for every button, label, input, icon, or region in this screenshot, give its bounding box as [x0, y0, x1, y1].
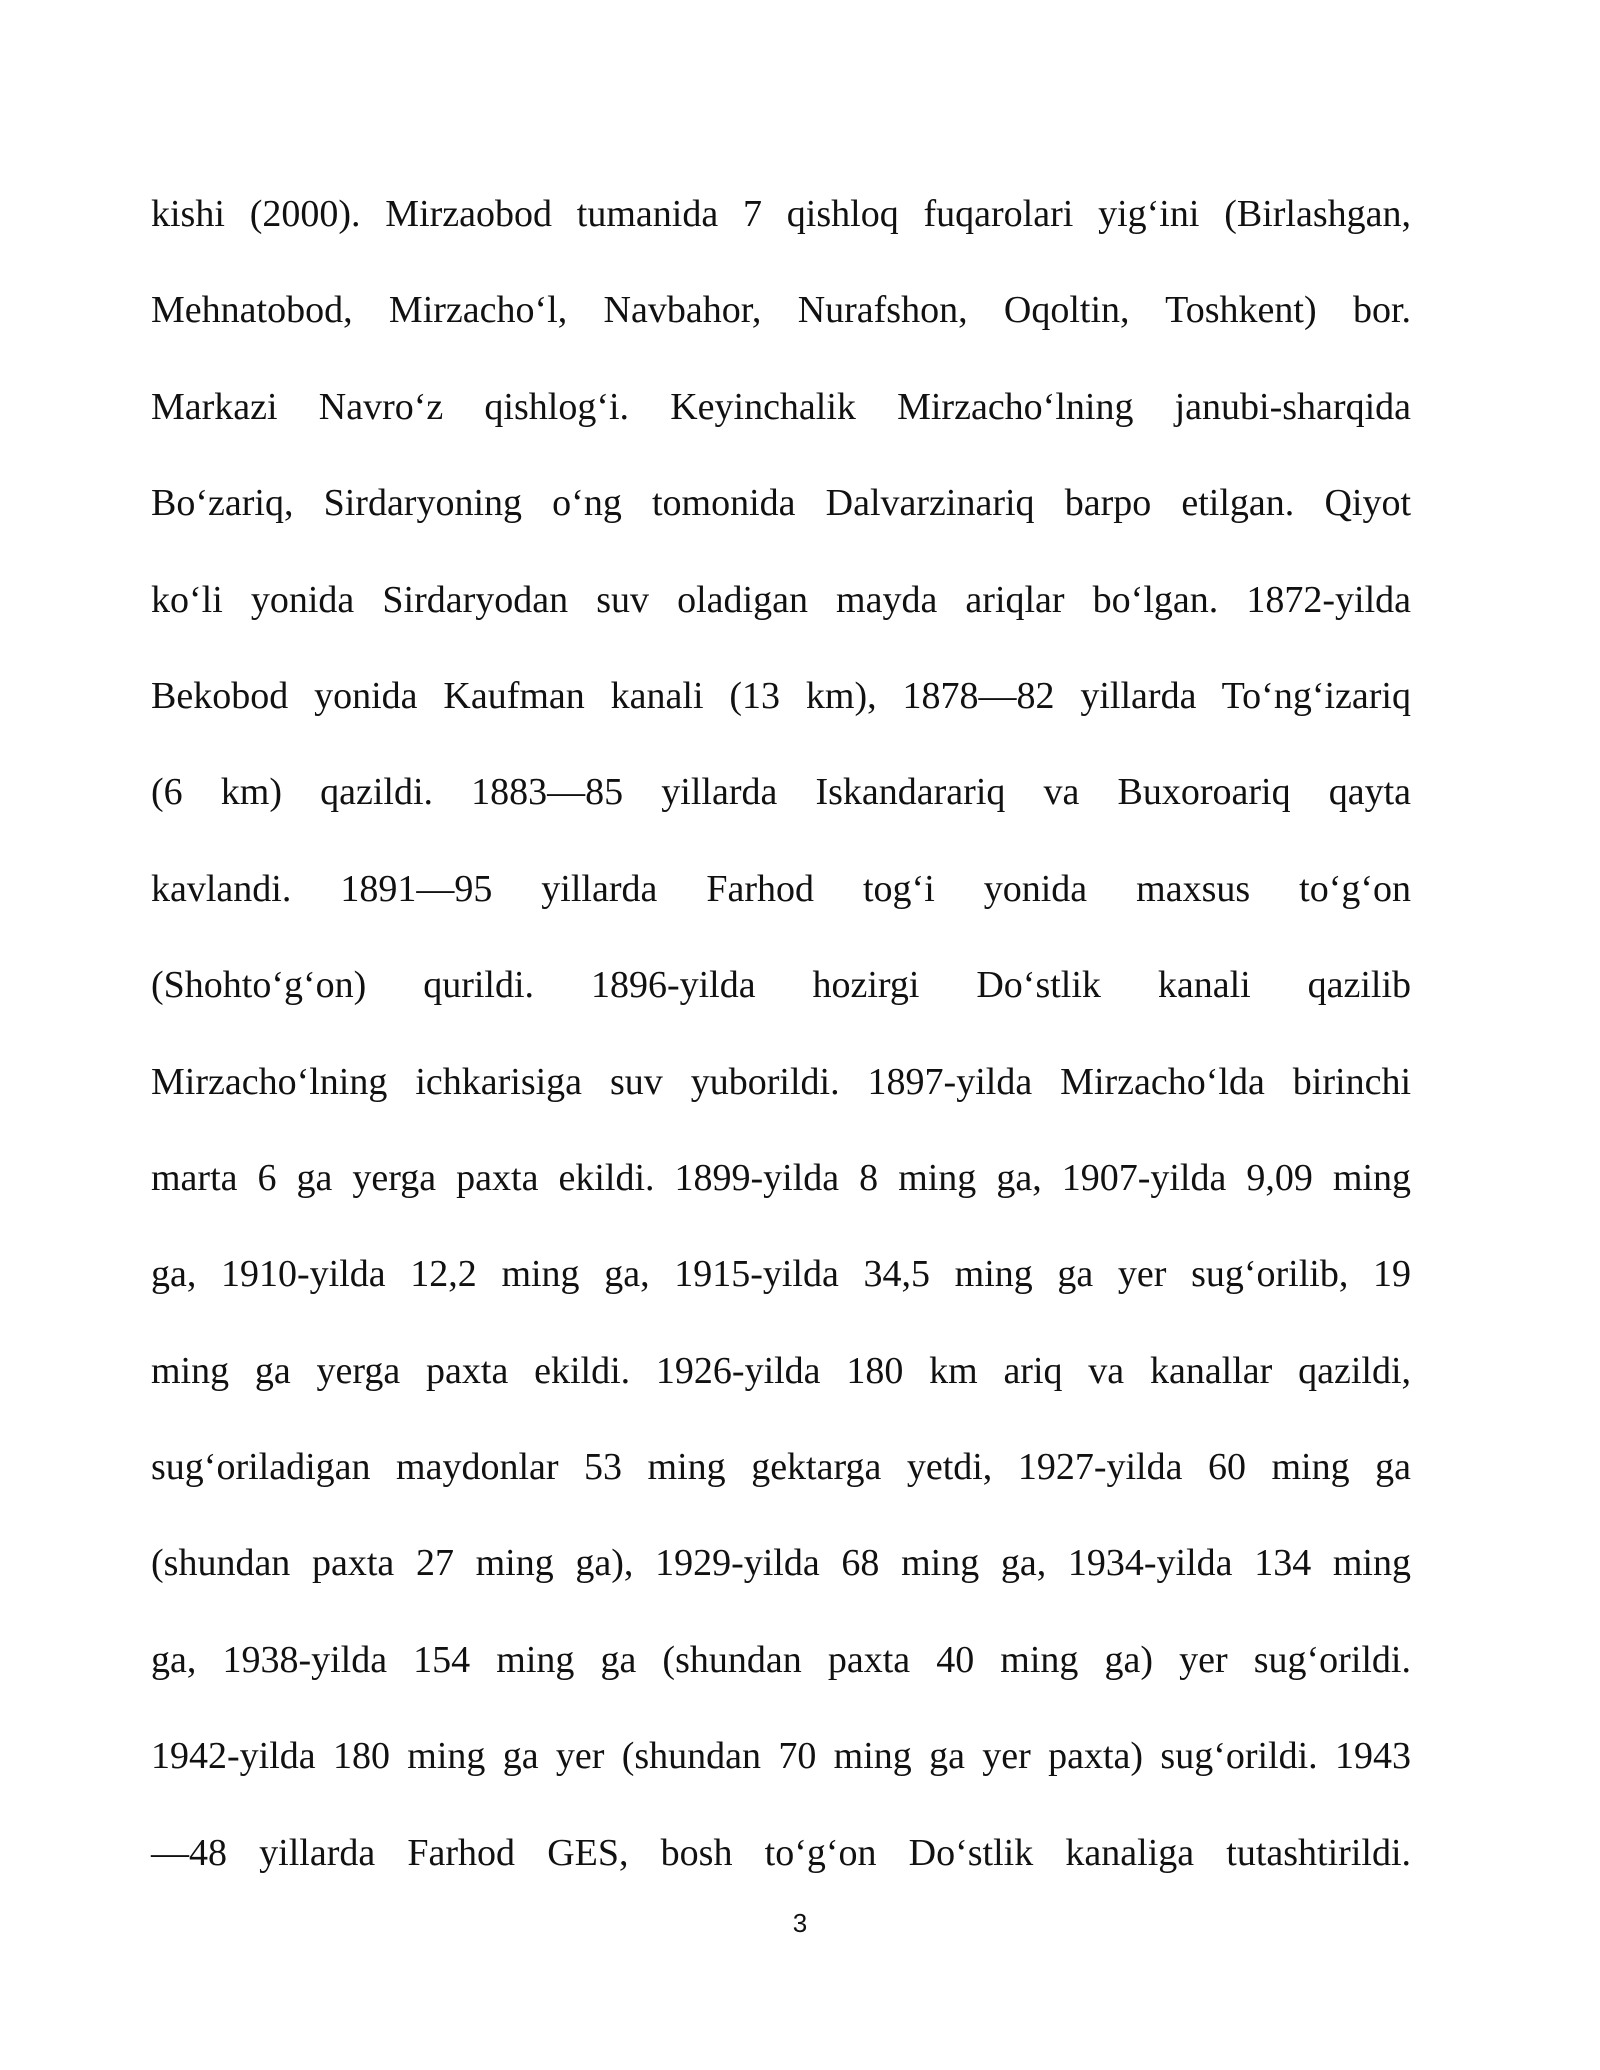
body-paragraph	[151, 178, 1411, 1913]
text-line: kishi (2000). Mirzaobod tumanida 7 qishloq fuqarolari yig‘ini (Birlashgan,	[151, 193, 1411, 235]
text-line: —48 yillarda Farhod GES, bosh to‘g‘on Do‘stlik kanaliga tutashtirildi.	[151, 1831, 1411, 1874]
text-line: sug‘oriladigan maydonlar 53 ming gektarga yetdi, 1927-yilda 60 ming ga	[151, 1446, 1411, 1489]
text-line: ga, 1938-yilda 154 ming ga (shundan paxta 40 ming ga) yer sug‘orildi.	[151, 1638, 1411, 1681]
text-line: ko‘li yonida Sirdaryodan suv oladigan mayda ariqlar bo‘lgan. 1872-yilda	[151, 578, 1411, 621]
page-number: 3	[792, 1908, 808, 1938]
text-line: (6 km) qazildi. 1883—85 yillarda Iskandarariq va Buxoroariq qayta	[151, 771, 1411, 814]
text-line: Bekobod yonida Kaufman kanali (13 km), 1878—82 yillarda To‘ng‘izariq	[151, 674, 1411, 717]
text-line: kavlandi. 1891—95 yillarda Farhod tog‘i yonida maxsus to‘g‘on	[151, 867, 1411, 910]
text-line: Mirzacho‘lning ichkarisiga suv yuborildi. 1897-yilda Mirzacho‘lda birinchi	[151, 1060, 1411, 1103]
text-line: marta 6 ga yerga paxta ekildi. 1899-yilda 8 ming ga, 1907-yilda 9,09 ming	[151, 1156, 1411, 1199]
text-line: ming ga yerga paxta ekildi. 1926-yilda 180 km ariq va kanallar qazildi,	[151, 1349, 1411, 1392]
text-line: Markazi Navro‘z qishlog‘i. Keyinchalik Mirzacho‘lning janubi-sharqida	[151, 385, 1411, 428]
text-line: 1942-yilda 180 ming ga yer (shundan 70 ming ga yer paxta) sug‘orildi. 1943	[151, 1735, 1411, 1778]
text-line: Bo‘zariq, Sirdaryoning o‘ng tomonida Dalvarzinariq barpo etilgan. Qiyot	[151, 482, 1411, 525]
text-line: (Shohto‘g‘on) qurildi. 1896-yilda hozirgi Do‘stlik kanali qazilib	[151, 964, 1411, 1007]
text-line: Mehnatobod, Mirzacho‘l, Navbahor, Nurafshon, Oqoltin, Toshkent) bor.	[151, 289, 1411, 332]
text-line: ga, 1910-yilda 12,2 ming ga, 1915-yilda 34,5 ming ga yer sug‘orilib, 19	[151, 1253, 1411, 1296]
text-line: (shundan paxta 27 ming ga), 1929-yilda 68 ming ga, 1934-yilda 134 ming	[151, 1542, 1411, 1585]
